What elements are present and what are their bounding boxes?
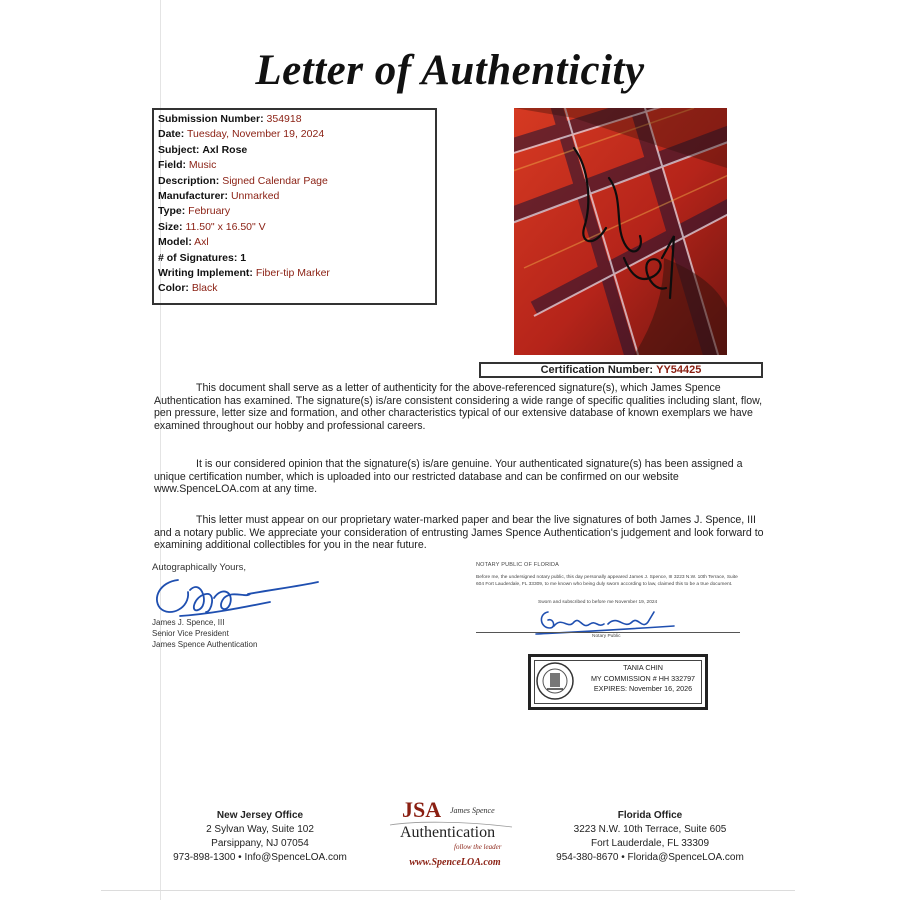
detail-label: Submission Number:	[158, 113, 264, 125]
notary-statement: Before me, the undersigned notary public, this day personally appeared James J. Spence, III 3223 N.W. 10th Terrace, Suite 604 Fort Lauderdale, FL 33309, to me known who being duly sworn according to law, claimed this to be a true document.	[476, 575, 738, 587]
notary-name: TANIA CHIN	[623, 663, 663, 672]
signer-info	[152, 617, 257, 650]
office-address: 3223 N.W. 10th Terrace, Suite 605	[573, 824, 727, 835]
opinion-paragraph: It is our considered opinion that the signature(s) is/are genuine. Your authenticated signature(s) has been assigned a unique certification number, which is uploaded into our restricted database and can be confirmed on our website www.SpenceLOA.com at any time.	[154, 458, 743, 496]
detail-value: Signed Calendar Page	[222, 174, 328, 187]
office-city: Fort Lauderdale, FL 33309	[590, 838, 710, 849]
detail-row	[158, 127, 431, 142]
detail-row	[158, 235, 431, 250]
notary-heading: NOTARY PUBLIC OF FLORIDA	[476, 562, 560, 568]
letter-title: Letter of Authenticity	[255, 47, 645, 94]
detail-value: Unmarked	[230, 190, 280, 203]
office-title: New Jersey Office	[216, 810, 304, 821]
certification-box	[479, 362, 763, 378]
signer-company: James Spence Authentication	[152, 640, 258, 649]
detail-row	[158, 281, 431, 296]
detail-label: Size:	[158, 220, 183, 233]
detail-value: Axl Rose	[202, 143, 248, 156]
detail-label: Date:	[158, 128, 185, 141]
florida-office	[535, 809, 765, 865]
jsa-wordmark: Authentication	[400, 824, 496, 841]
detail-label: Manufacturer:	[158, 190, 229, 203]
footer-divider	[101, 890, 795, 891]
requirements-paragraph: This letter must appear on our proprietary water-marked paper and bear the live signatures of both James J. Spence, III and a notary public. We appreciate your consideration of entrusting James Spence Authentication's judgement and look forward to examining additional collectibles for you in the near future.	[154, 514, 764, 552]
notary-commission: MY COMMISSION # HH 332797	[590, 673, 696, 683]
office-address: 2 Sylvan Way, Suite 102	[206, 824, 314, 835]
detail-value: 1	[240, 251, 247, 264]
detail-value: Axl	[194, 236, 209, 249]
office-city: Parsippany, NJ 07054	[211, 838, 309, 849]
detail-row	[158, 143, 431, 158]
spence-signature	[150, 568, 350, 620]
detail-label: Type:	[158, 205, 186, 218]
detail-row	[158, 158, 431, 173]
office-title: Florida Office	[617, 810, 683, 821]
detail-value: Tuesday, November 19, 2024	[187, 128, 325, 141]
detail-row	[158, 220, 431, 235]
certification-label: Certification Number:	[540, 364, 654, 376]
notary-subscribed: Sworn and subscribed to before me November 19, 2024	[538, 600, 658, 605]
jsa-letters: JSA	[402, 797, 442, 822]
notary-block	[476, 562, 742, 639]
detail-row	[158, 251, 431, 266]
detail-value: Black	[191, 282, 218, 295]
detail-value: February	[188, 205, 231, 218]
signer-name: James J. Spence, III	[152, 618, 225, 627]
detail-label: # of Signatures:	[158, 251, 238, 264]
plaid-photo-image	[514, 108, 727, 355]
detail-row	[158, 112, 431, 127]
notary-expires: EXPIRES: November 16, 2026	[593, 684, 693, 693]
detail-value: 354918	[266, 113, 302, 125]
detail-value: Fiber-tip Marker	[255, 267, 330, 280]
jsa-logo-mark	[384, 795, 519, 857]
detail-label: Subject:	[158, 143, 200, 156]
notary-public-label: Notary Public	[592, 634, 621, 639]
item-photo	[514, 108, 727, 355]
new-jersey-office	[155, 809, 365, 865]
detail-label: Color:	[158, 282, 189, 295]
office-contact: 973-898-1300 • Info@SpenceLOA.com	[173, 852, 347, 863]
stamp-text	[583, 663, 703, 695]
notary-stamp	[528, 654, 708, 710]
detail-label: Writing Implement:	[158, 267, 253, 280]
details-box	[152, 108, 437, 305]
detail-value: Music	[188, 159, 217, 172]
detail-row	[158, 204, 431, 219]
state-seal-icon	[535, 661, 575, 701]
office-contact: 954-380-8670 • Florida@SpenceLOA.com	[556, 852, 744, 863]
signer-title: Senior Vice President	[152, 629, 229, 638]
detail-row	[158, 189, 431, 204]
detail-value: 11.50" x 16.50" V	[185, 220, 266, 233]
detail-label: Description:	[158, 174, 220, 187]
certification-number: YY54425	[656, 364, 702, 376]
notary-signature-line	[476, 632, 740, 633]
detail-label: Field:	[158, 159, 186, 172]
detail-label: Model:	[158, 236, 192, 249]
detail-row	[158, 174, 431, 189]
signature-block	[152, 562, 372, 649]
closing-text: Autographically Yours,	[152, 562, 247, 573]
jsa-tagline-top: James Spence	[450, 806, 495, 815]
detail-row	[158, 266, 431, 281]
jsa-website[interactable]: www.SpenceLOA.com	[409, 857, 501, 868]
jsa-tagline: follow the leader	[454, 843, 502, 851]
authenticity-paragraph: This document shall serve as a letter of authenticity for the above-referenced signature(s), which James Spence Authentication has examined. The signature(s) is/are consistent considering a wide range of specific qualities including slant, flow, pen pressure, letter size and formation, and other characteristics typical of our extensive database of known exemplars we have examined throughout our hobby and professional careers.	[154, 382, 763, 432]
